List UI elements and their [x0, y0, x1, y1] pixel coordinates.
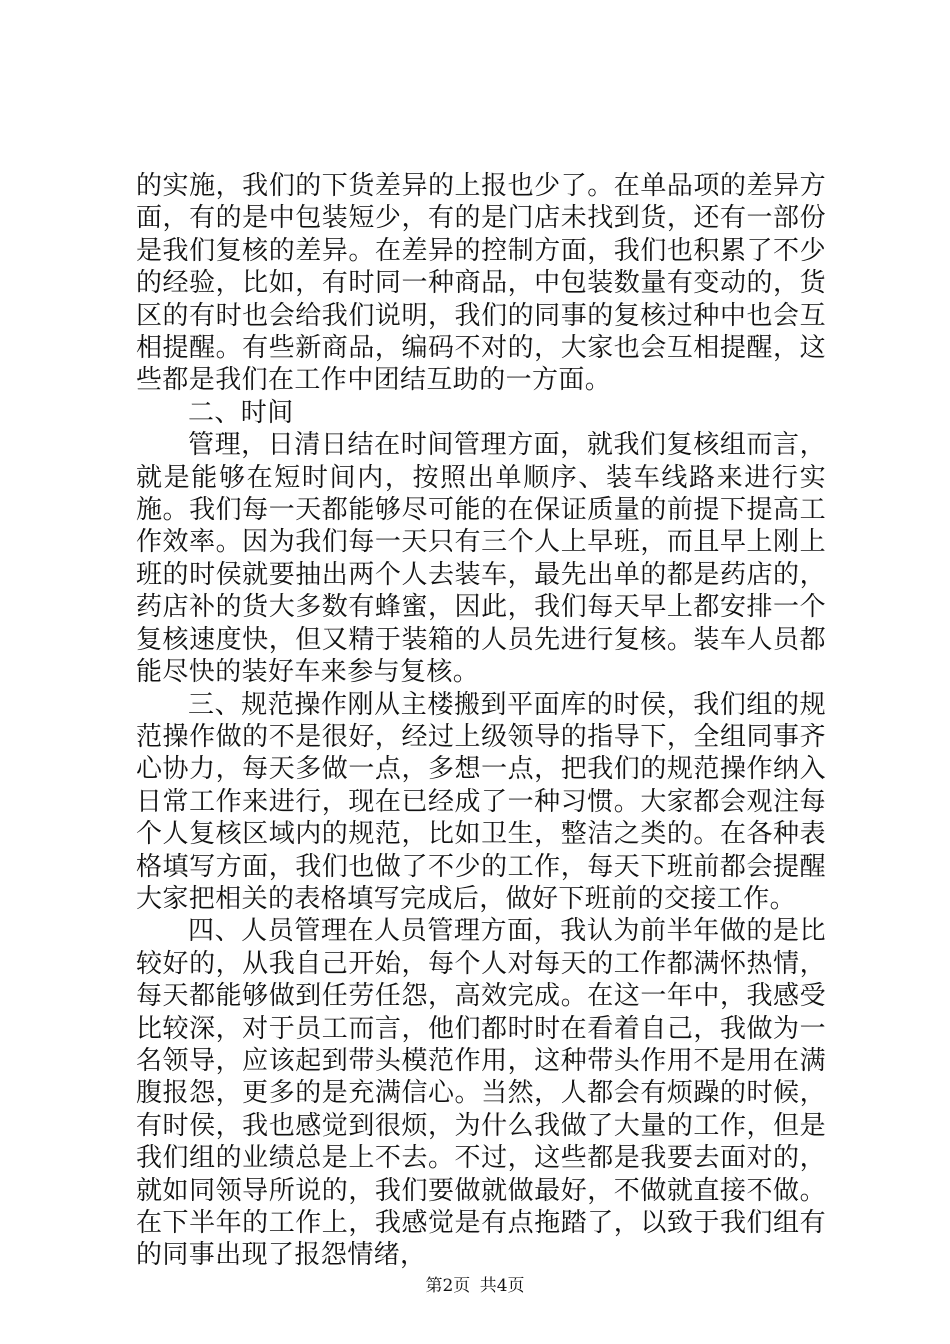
page-total: 共4页	[479, 1276, 525, 1296]
paragraph-1: 的实施，我们的下货差异的上报也少了。在单品项的差异方面，有的是中包装短少，有的是门店未找到货，还有一部份是我们复核的差异。在差异的控制方面，我们也积累了不少的经验，比如，有时同一种商品，中包装数量有变动的，货区的有时也会给我们说明，我们的同事的复核过种中也会互相提醒。有些新商品，编码不对的，大家也会互相提醒，这些都是我们在工作中团结互助的一方面。	[136, 171, 826, 396]
page-footer	[0, 1275, 950, 1297]
document-body	[136, 170, 826, 1272]
paragraph-personnel-management: 四、人员管理在人员管理方面，我认为前半年做的是比较好的，从我自己开始，每个人对每天的工作都满怀热情，每天都能够做到任劳任怨，高效完成。在这一年中，我感受比较深，对于员工而言，他们都时时在看着自己，我做为一名领导，应该起到带头模范作用，这种带头作用不是用在满腹报怨，更多的是充满信心。当然，人都会有烦躁的时候，有时侯，我也感觉到很烦，为什么我做了大量的工作，但是我们组的业绩总是上不去。不过，这些都是我要去面对的，就如同领导所说的，我们要做就做最好，不做就直接不做。在下半年的工作上，我感觉是有点拖踏了，以致于我们组有的同事出现了报怨情绪，	[136, 916, 826, 1271]
paragraph-standard-operation: 三、规范操作刚从主楼搬到平面库的时侯，我们组的规范操作做的不是很好，经过上级领导的指导下，全组同事齐心协力，每天多做一点，多想一点，把我们的规范操作纳入日常工作来进行，现在已经成了一种习惯。大家都会观注每个人复核区域内的规范，比如卫生，整洁之类的。在各种表格填写方面，我们也做了不少的工作，每天下班前都会提醒大家把相关的表格填写完成后，做好下班前的交接工作。	[136, 689, 826, 914]
section-heading-time: 二、时间	[188, 397, 294, 428]
paragraph-time-management: 管理，日清日结在时间管理方面，就我们复核组而言，就是能够在短时间内，按照出单顺序、装车线路来进行实施。我们每一天都能够尽可能的在保证质量的前提下提高工作效率。因为我们每一天只有三个人上早班，而且早上刚上班的时侯就要抽出两个人去装车，最先出单的都是药店的，药店补的货大多数有蜂蜜，因此，我们每天早上都安排一个复核速度快，但又精于装箱的人员先进行复核。装车人员都能尽快的装好车来参与复核。	[136, 430, 826, 688]
page-number: 第2页	[425, 1276, 471, 1296]
